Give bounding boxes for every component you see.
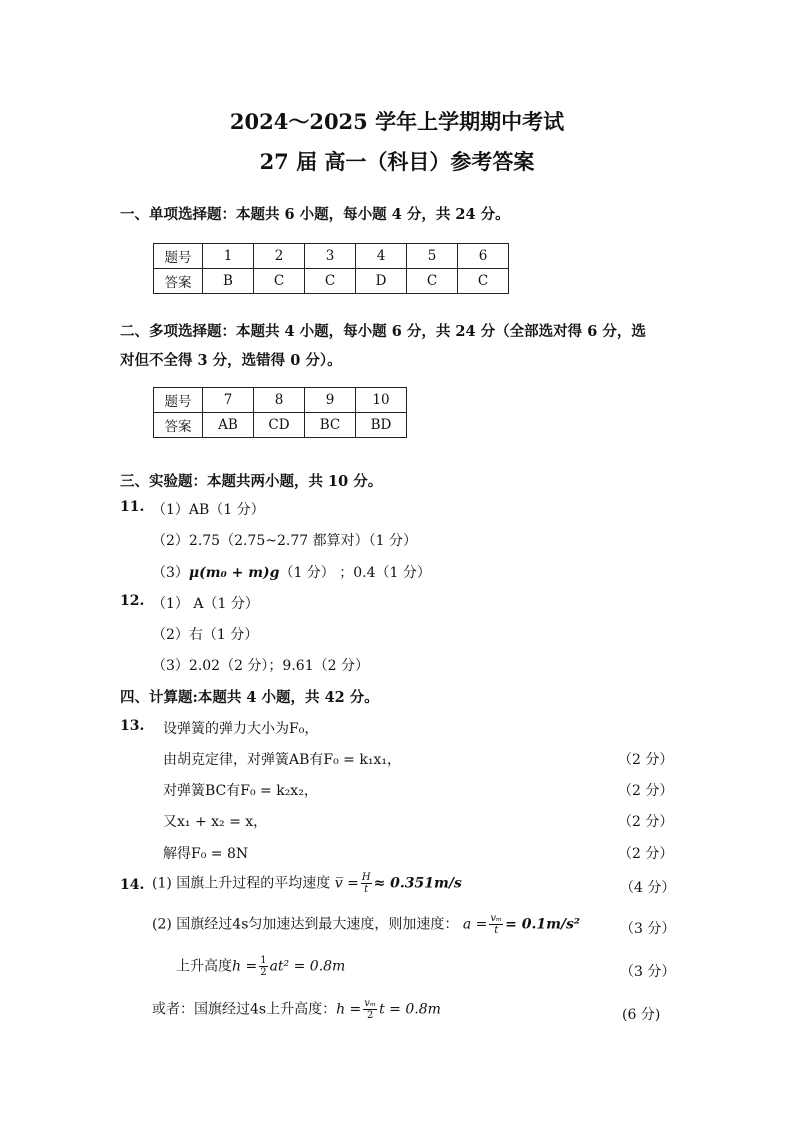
table-cell: D <box>356 269 407 294</box>
table-cell: 9 <box>305 388 356 413</box>
table-cell: C <box>407 269 458 294</box>
table-row <box>154 388 407 413</box>
q13-line2: 由胡克定律，对弹簧AB有F₀ = k₁x₁， <box>163 752 401 768</box>
q14-part1-text: (1) 国旗上升过程的平均速度 <box>152 875 331 892</box>
q14-part4-rhs: t = 0.8m <box>379 1001 441 1018</box>
q14-part1-rhs: ≈ 0.351m/s <box>373 875 462 892</box>
fraction-numerator: vₘ <box>490 913 503 924</box>
q14-part2-rhs: = 0.1m/s² <box>505 916 581 933</box>
table-header-cell: 答案 <box>154 413 203 438</box>
table-cell: BD <box>356 413 407 438</box>
table-header-cell: 题号 <box>154 244 203 269</box>
q11-part3-formula: μ(m₀ + m)g <box>188 565 280 581</box>
section1-heading: 一、单项选择题：本题共 6 小题，每小题 4 分，共 24 分。 <box>120 206 510 223</box>
section2-answer-table <box>153 387 407 438</box>
q14-part3-lhs: h = <box>232 958 258 975</box>
q12-part1: （1） A（1 分） <box>152 596 259 612</box>
table-cell: C <box>458 269 509 294</box>
q13-line4: 又x₁ + x₂ = x， <box>163 814 268 830</box>
q13-score: （2 分） <box>618 814 674 830</box>
table-cell: C <box>305 269 356 294</box>
q12-part3: （3）2.02（2 分）；9.61（2 分） <box>152 658 369 674</box>
q12-part2: （2）右（1 分） <box>152 627 259 643</box>
fraction-denominator: 2 <box>367 1010 374 1021</box>
q11-part3-suffix: （1 分） ；0.4（1 分） <box>279 565 431 581</box>
q13-score: （2 分） <box>618 752 674 768</box>
q14-part2 <box>152 913 580 936</box>
table-cell: 4 <box>356 244 407 269</box>
question-14-number: 14. <box>120 877 145 893</box>
fraction <box>489 913 503 936</box>
fraction <box>363 998 377 1021</box>
section2-heading-line1: 二、多项选择题：本题共 4 小题，每小题 6 分，共 24 分（全部选对得 6 分，选 <box>120 323 646 340</box>
table-row <box>154 269 509 294</box>
table-cell: C <box>254 269 305 294</box>
section1-answer-table <box>153 243 509 294</box>
table-cell: B <box>203 269 254 294</box>
table-row <box>154 244 509 269</box>
q14-part3-rhs: at² = 0.8m <box>269 958 346 975</box>
fraction <box>259 955 267 978</box>
q14-part3-score: （3 分） <box>620 964 676 980</box>
page-title: 2024～2025 学年上学期期中考试 <box>229 109 565 134</box>
q13-line1: 设弹簧的弹力大小为F₀， <box>163 721 319 737</box>
table-cell: CD <box>254 413 305 438</box>
table-cell: 5 <box>407 244 458 269</box>
table-cell: 10 <box>356 388 407 413</box>
q11-part2: （2）2.75（2.75~2.77 都算对）（1 分） <box>152 533 417 549</box>
q13-score: （2 分） <box>618 783 674 799</box>
q11-part3 <box>152 562 431 582</box>
fraction <box>361 872 372 895</box>
question-12-number: 12. <box>120 593 145 609</box>
table-header-cell: 题号 <box>154 388 203 413</box>
question-13-number: 13. <box>120 718 145 734</box>
table-header-cell: 答案 <box>154 269 203 294</box>
q14-part1 <box>152 872 462 895</box>
table-row <box>154 413 407 438</box>
q14-part4 <box>152 998 441 1021</box>
q14-part3-text: 上升高度 <box>176 958 232 975</box>
q14-part4-lhs: h = <box>336 1001 362 1018</box>
table-cell: 1 <box>203 244 254 269</box>
q11-part1: （1）AB（1 分） <box>152 502 265 518</box>
question-11-number: 11. <box>120 499 145 515</box>
fraction-denominator: t <box>494 925 499 936</box>
fraction-denominator: t <box>364 884 369 895</box>
table-cell: BC <box>305 413 356 438</box>
table-cell: 7 <box>203 388 254 413</box>
q14-part3 <box>176 955 345 978</box>
table-cell: 2 <box>254 244 305 269</box>
q14-part4-text: 或者：国旗经过4s上升高度： <box>152 1001 337 1018</box>
q14-part1-score: （4 分） <box>620 880 676 896</box>
q14-part2-text: (2) 国旗经过4s匀加速达到最大速度，则加速度： <box>152 916 459 933</box>
section2-heading-line2: 对但不全得 3 分，选错得 0 分）。 <box>120 352 342 369</box>
table-cell: AB <box>203 413 254 438</box>
section4-heading: 四、计算题:本题共 4 小题，共 42 分。 <box>120 689 379 706</box>
fraction-numerator: vₘ <box>364 998 377 1009</box>
table-cell: 6 <box>458 244 509 269</box>
fraction-numerator: 1 <box>260 955 267 966</box>
fraction-numerator: H <box>361 872 371 883</box>
q14-part2-lhs: a = <box>462 916 488 933</box>
fraction-denominator: 2 <box>260 967 267 978</box>
section3-heading: 三、实验题：本题共两小题，共 10 分。 <box>120 473 383 490</box>
q14-part4-score: (6 分) <box>622 1007 661 1023</box>
q13-score: （2 分） <box>618 846 674 862</box>
q11-part3-prefix: （3） <box>152 565 189 581</box>
q13-line5: 解得F₀ = 8N <box>163 846 249 862</box>
q14-part2-score: （3 分） <box>620 921 676 937</box>
table-cell: 8 <box>254 388 305 413</box>
q13-line3: 对弹簧BC有F₀ = k₂x₂， <box>163 783 318 799</box>
table-cell: 3 <box>305 244 356 269</box>
q14-part1-lhs: v̅ = <box>334 875 359 892</box>
page-subtitle: 27 届 高一（科目）参考答案 <box>259 149 535 174</box>
